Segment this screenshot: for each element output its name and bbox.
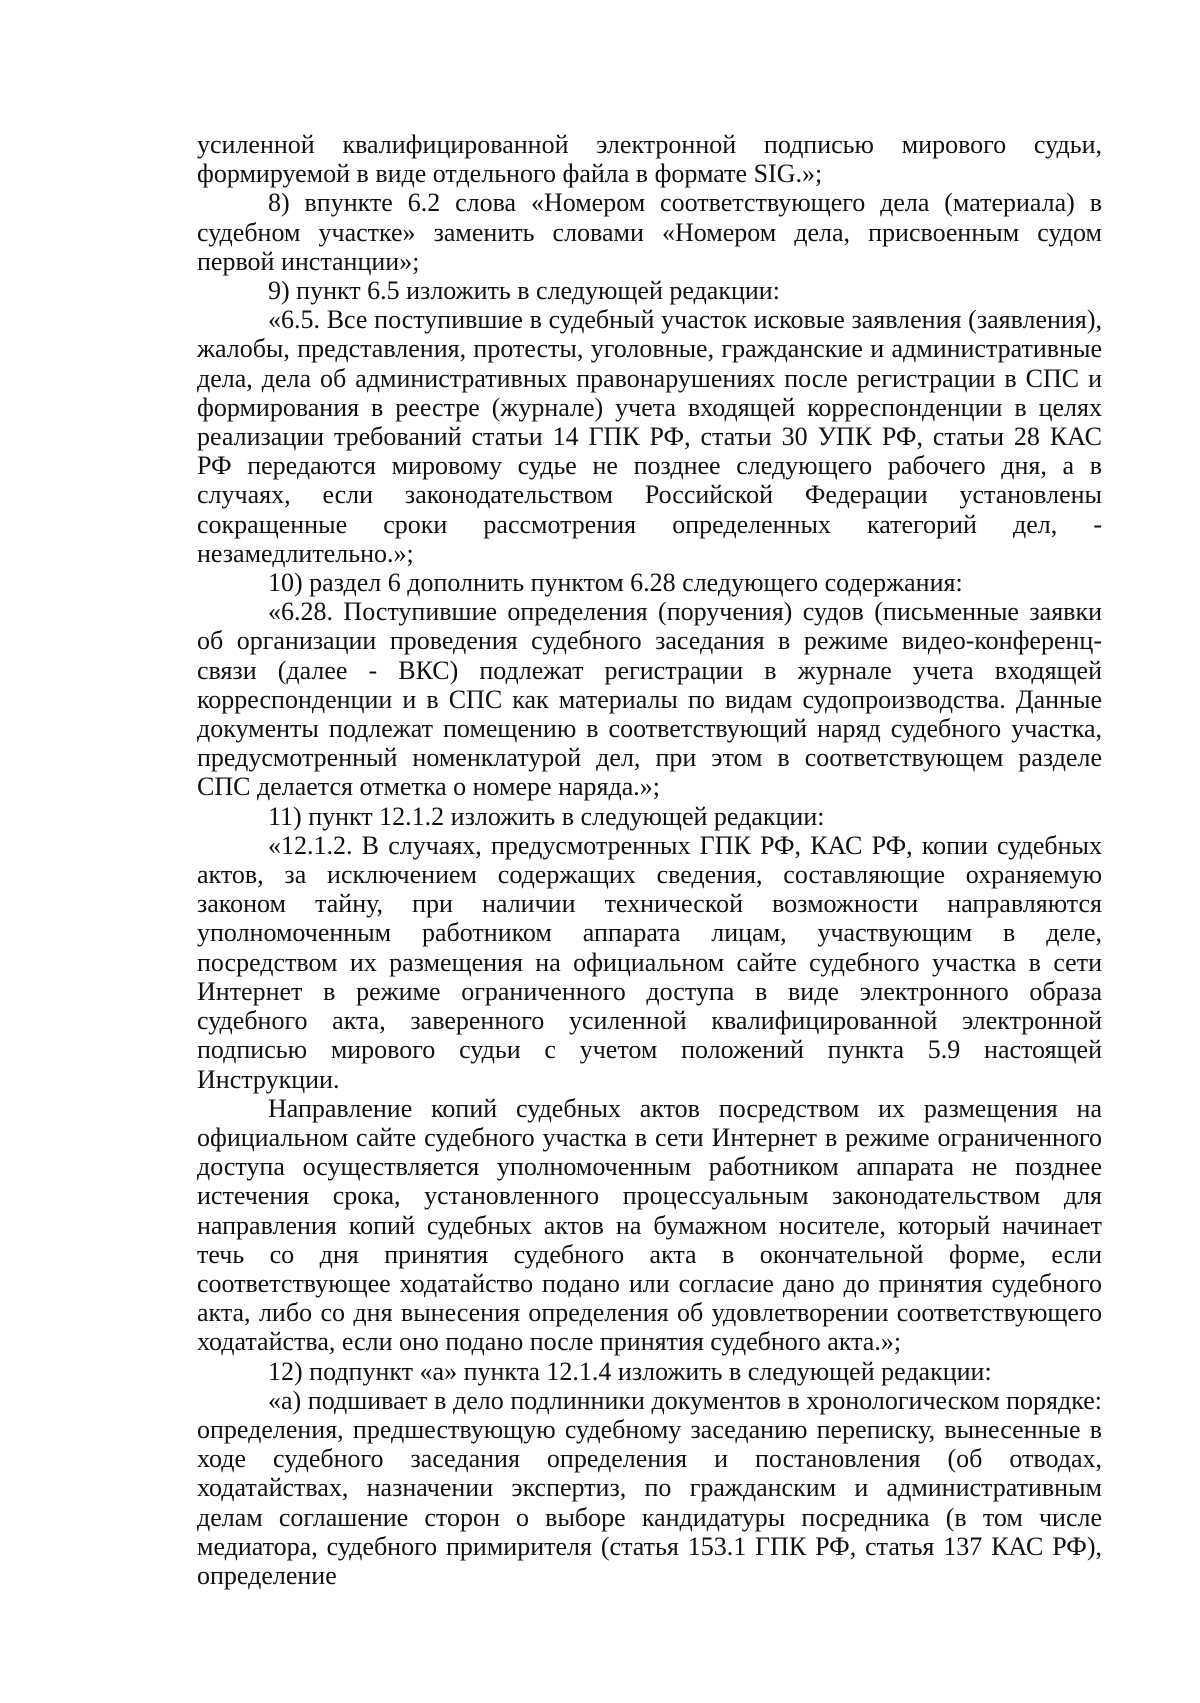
paragraph-item-9: 9) пункт 6.5 изложить в следующей редакции: bbox=[268, 276, 780, 306]
paragraph-subclause-a: «а) подшивает в дело подлинники документов в хронологическом порядке: определения, предшествующую судебному заседанию переписку, вынесенные в ходе судебного заседания определения и постановления (об отводах, ходатайствах, назначении экспертиз, по гражданским и административным делам соглашение сторон о выборе кандидатуры посредника (в том числе медиатора, судебного примирителя (статья 153.1 ГПК РФ, статья 137 КАС РФ), определение bbox=[197, 1385, 1102, 1590]
paragraph-item-8: 8) впункте 6.2 слова «Номером соответствующего дела (материала) в судебном участке» заменить словами «Номером дела, присвоенным судом первой инстанции»; bbox=[197, 188, 1102, 276]
document-page bbox=[197, 130, 1102, 1590]
paragraph-item-12: 12) подпункт «а» пункта 12.1.4 изложить в следующей редакции: bbox=[268, 1356, 992, 1386]
paragraph-continuation: усиленной квалифицированной электронной подписью мирового судьи, формируемой в виде отдельного файла в формате SIG.»; bbox=[197, 130, 1102, 189]
paragraph-item-10: 10) раздел 6 дополнить пунктом 6.28 следующего содержания: bbox=[268, 568, 963, 598]
paragraph-copies-direction: Направление копий судебных актов посредством их размещения на официальном сайте судебного участка в сети Интернет в режиме ограниченного доступа осуществляется уполномоченным работником аппарата не позднее истечения срока, установленного процессуальным законодательством для направления копий судебных актов на бумажном носителе, который начинает течь со дня принятия судебного акта в окончательной форме, если соответствующее ходатайство подано или согласие дано до принятия судебного акта, либо со дня вынесения определения об удовлетворении соответствующего ходатайства, если оно подано после принятия судебного акта.»; bbox=[197, 1093, 1102, 1357]
paragraph-clause-6-28: «6.28. Поступившие определения (поручения) судов (письменные заявки об организации проведения судебного заседания в режиме видео-конференц-связи (далее - ВКС) подлежат регистрации в журнале учета входящей корреспонденции и в СПС как материалы по видам судопроизводства. Данные документы подлежат помещению в соответствующий наряд судебного участка, предусмотренный номенклатурой дел, при этом в соответствующем разделе СПС делается отметка о номере наряда.»; bbox=[197, 597, 1102, 802]
paragraph-clause-6-5: «6.5. Все поступившие в судебный участок исковые заявления (заявления), жалобы, представления, протесты, уголовные, гражданские и административные дела, дела об административных правонарушениях после регистрации в СПС и формирования в реестре (журнале) учета входящей корреспонденции в целях реализации требований статьи 14 ГПК РФ, статьи 30 УПК РФ, статьи 28 КАС РФ передаются мировому судье не позднее следующего рабочего дня, а в случаях, если законодательством Российской Федерации установлены сокращенные сроки рассмотрения определенных категорий дел, - незамедлительно.»; bbox=[197, 305, 1102, 568]
paragraph-item-11: 11) пункт 12.1.2 изложить в следующей редакции: bbox=[268, 801, 825, 831]
paragraph-clause-12-1-2: «12.1.2. В случаях, предусмотренных ГПК РФ, КАС РФ, копии судебных актов, за исключением содержащих сведения, составляющие охраняемую законом тайну, при наличии технической возможности направляются уполномоченным работником аппарата лицам, участвующим в деле, посредством их размещения на официальном сайте судебного участка в сети Интернет в режиме ограниченного доступа в виде электронного образа судебного акта, заверенного усиленной квалифицированной электронной подписью мирового судьи с учетом положений пункта 5.9 настоящей Инструкции. bbox=[197, 830, 1102, 1094]
